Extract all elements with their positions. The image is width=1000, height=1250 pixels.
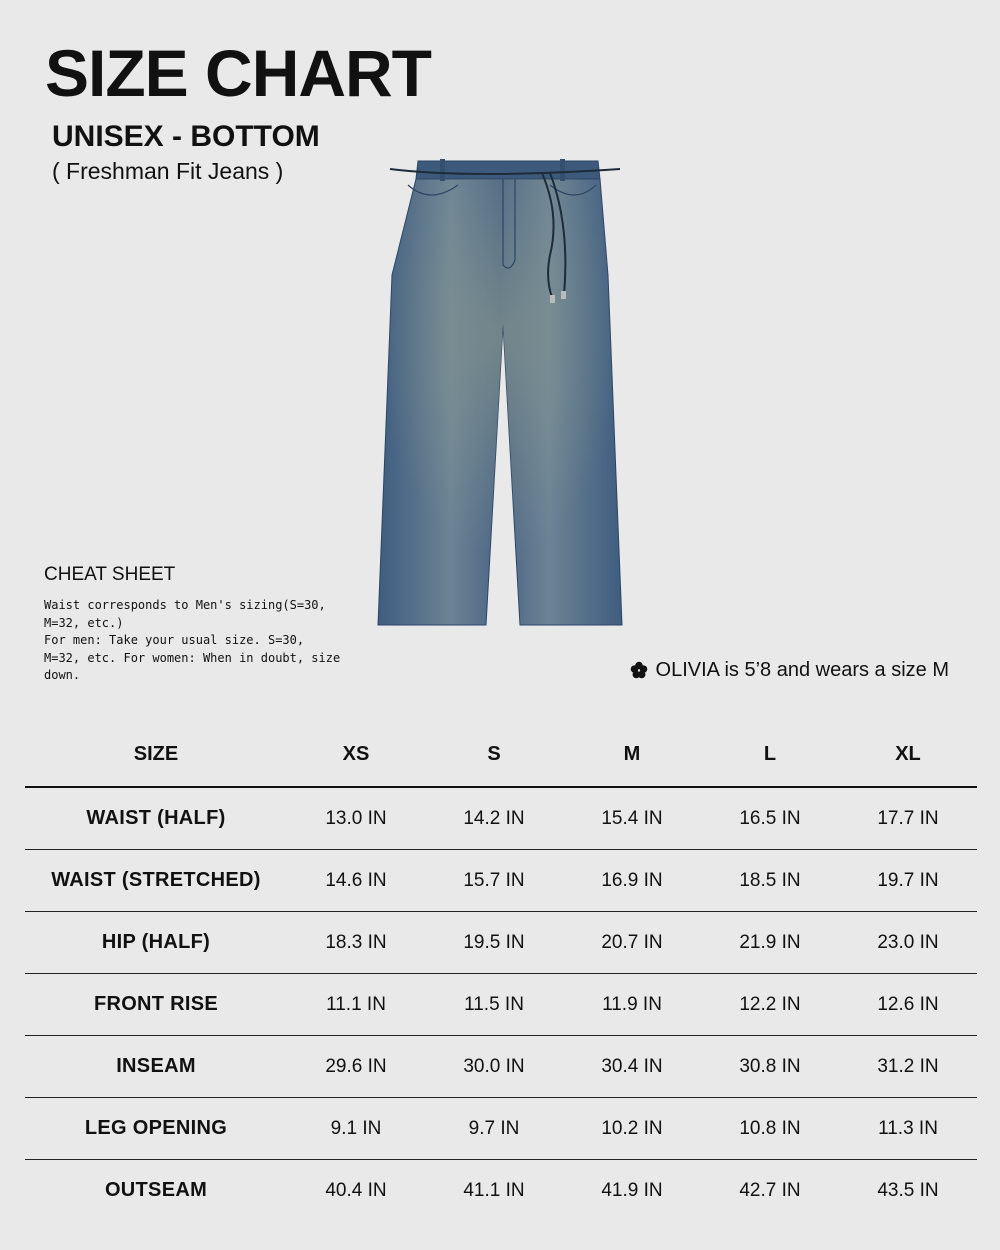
model-note (630, 658, 949, 682)
row-label: WAIST (HALF) (25, 787, 287, 850)
table-cell: 9.7 IN (425, 1098, 563, 1160)
table-cell: 10.2 IN (563, 1098, 701, 1160)
row-label: INSEAM (25, 1036, 287, 1098)
table-row (25, 1036, 977, 1098)
table-cell: 31.2 IN (839, 1036, 977, 1098)
table-cell: 12.2 IN (701, 974, 839, 1036)
table-cell: 41.9 IN (601, 1179, 663, 1201)
size-table (25, 722, 977, 1221)
table-cell: 18.3 IN (287, 912, 425, 974)
table-header-l: L (701, 722, 839, 787)
table-cell: 23.0 IN (839, 912, 977, 974)
row-label: HIP (HALF) (25, 912, 287, 974)
table-cell: 11.5 IN (425, 974, 563, 1036)
cheat-sheet-body: Waist corresponds to Men's sizing(S=30, M=32, etc.) For men: Take your usual size. S=30, M=32, etc. For women: When in doubt, size down. (44, 598, 341, 682)
table-cell: 19.7 IN (839, 850, 977, 912)
table-header-m: M (563, 722, 701, 787)
table-row (25, 787, 977, 850)
table-cell: 14.6 IN (287, 850, 425, 912)
table-cell: 10.8 IN (701, 1098, 839, 1160)
category-subtitle: UNISEX - BOTTOM (52, 120, 320, 153)
product-name: ( Freshman Fit Jeans ) (52, 158, 284, 184)
table-cell: 13.0 IN (287, 787, 425, 850)
table-cell: 11.9 IN (563, 974, 701, 1036)
table-cell: 11.3 IN (839, 1098, 977, 1160)
table-cell: 17.7 IN (839, 787, 977, 850)
row-label: WAIST (STRETCHED) (25, 850, 287, 912)
table-cell: 16.9 IN (563, 850, 701, 912)
table-row (25, 974, 977, 1036)
table-header-xs: XS (287, 722, 425, 787)
table-row (25, 912, 977, 974)
row-label: LEG OPENING (25, 1098, 287, 1160)
table-cell: 30.8 IN (701, 1036, 839, 1098)
table-cell: 41.1 IN (463, 1179, 525, 1201)
table-cell: 15.7 IN (425, 850, 563, 912)
table-cell: 29.6 IN (287, 1036, 425, 1098)
table-header-row (25, 722, 977, 787)
table-cell: 30.4 IN (563, 1036, 701, 1098)
table-row (25, 850, 977, 912)
row-label: OUTSEAM (104, 1179, 208, 1201)
table-row (25, 1098, 977, 1160)
table-cell: 14.2 IN (425, 787, 563, 850)
table-cell: 30.0 IN (425, 1036, 563, 1098)
jeans-product-image (370, 155, 635, 633)
cheat-sheet-title: CHEAT SHEET (44, 564, 176, 585)
table-cell: 20.7 IN (563, 912, 701, 974)
page-title: SIZE CHART (45, 36, 431, 110)
table-header-xl: XL (839, 722, 977, 787)
table-cell: 19.5 IN (425, 912, 563, 974)
table-cell: 12.6 IN (839, 974, 977, 1036)
table-header-s: S (425, 722, 563, 787)
table-cell: 42.7 IN (739, 1179, 801, 1201)
table-cell: 16.5 IN (701, 787, 839, 850)
table-cell: 40.4 IN (325, 1179, 387, 1201)
flower-icon (630, 661, 648, 679)
table-cell: 21.9 IN (701, 912, 839, 974)
table-cell: 15.4 IN (563, 787, 701, 850)
model-note-text: OLIVIA is 5’8 and wears a size M (655, 659, 949, 681)
row-label: FRONT RISE (25, 974, 287, 1036)
table-cell: 11.1 IN (287, 974, 425, 1036)
table-cell: 43.5 IN (877, 1179, 939, 1201)
table-row (25, 1160, 977, 1222)
table-cell: 18.5 IN (701, 850, 839, 912)
table-cell: 9.1 IN (287, 1098, 425, 1160)
table-header-size: SIZE (25, 722, 287, 787)
